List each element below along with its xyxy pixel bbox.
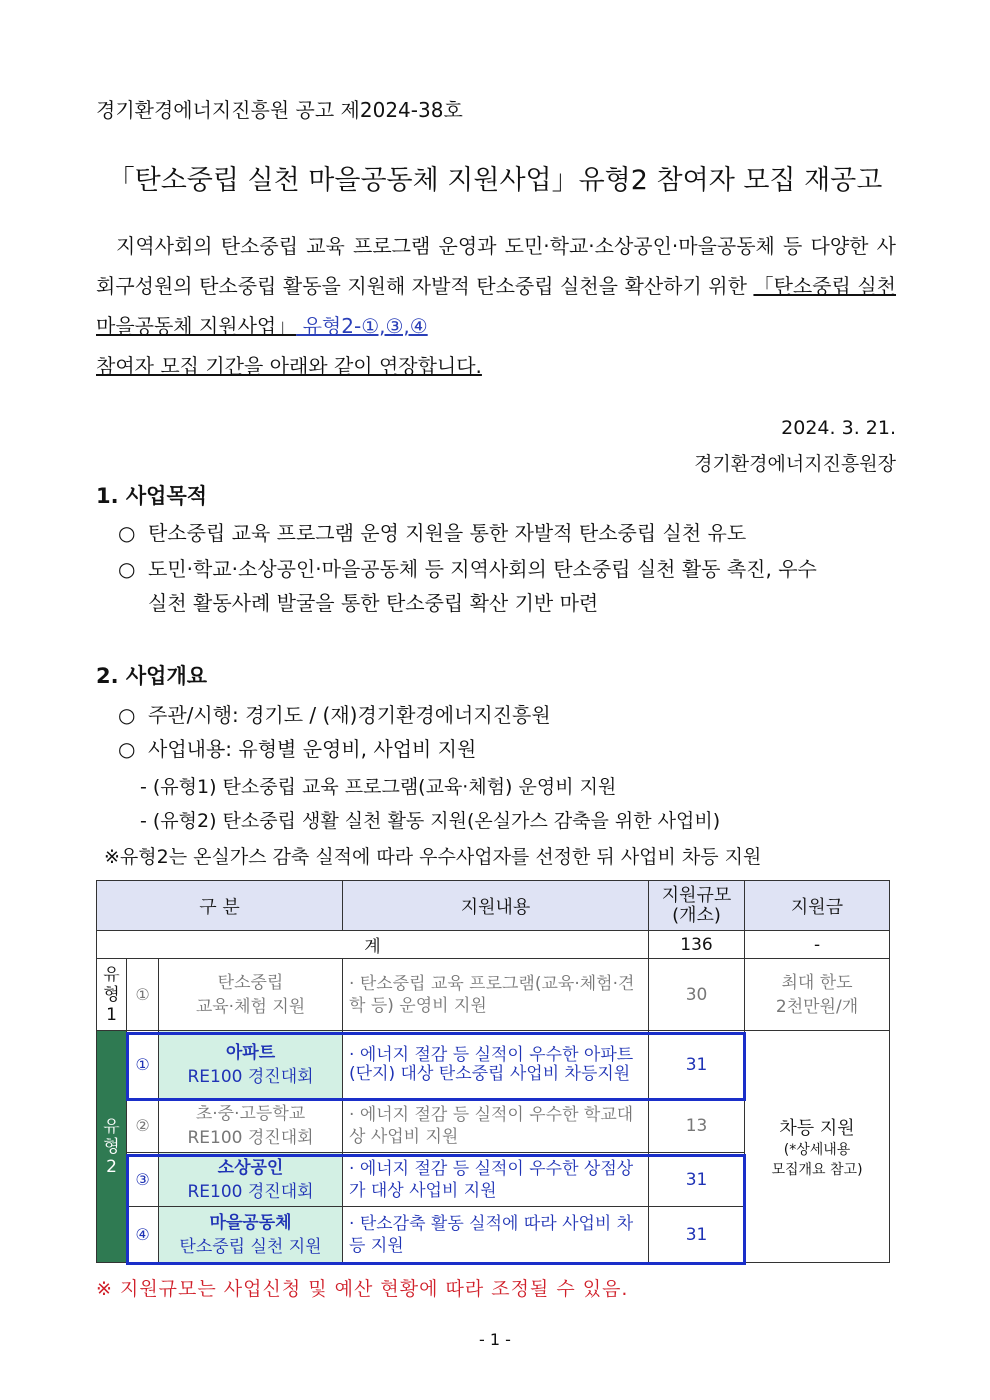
bullet-circle-icon: ○ xyxy=(118,703,136,727)
bullet-text: 도민·학교·소상공인·마을공동체 등 지역사회의 탄소중립 실천 활동 촉진, 우수 xyxy=(148,557,817,581)
highlight-box-row1 xyxy=(126,1032,746,1101)
intro-paragraph xyxy=(96,226,896,386)
type2-row4-content: · 탄소감축 활동 실적에 따라 사업비 차등 지원 xyxy=(343,1207,649,1263)
type2-row4-scale: 31 xyxy=(649,1207,745,1263)
bullet-text: 탄소중립 교육 프로그램 운영 지원을 통한 자발적 탄소중립 실천 유도 xyxy=(148,521,747,545)
type2-label: 유 형 2 xyxy=(97,1031,127,1263)
intro-text-1: 지역사회의 탄소중립 교육 프로그램 운영과 도민·학교·소상공인·마을공동체 등 다양한 사회구성원의 탄소중립 활동을 지원해 자발적 탄소중립 실천을 확산하기 위한 xyxy=(96,234,896,298)
type1-num: ① xyxy=(127,959,159,1031)
table-header-row xyxy=(97,881,890,931)
section2-heading: 2. 사업개요 xyxy=(96,664,208,688)
amount-main: 차등 지원 xyxy=(779,1117,855,1139)
intro-text-2: 참여자 모집 기간을 아래와 같이 연장합니다. xyxy=(96,354,482,378)
type2-row3-content: · 에너지 절감 등 실적이 우수한 상점상가 대상 사업비 지원 xyxy=(343,1153,649,1207)
name-line-1: 초·중·고등학교 xyxy=(195,1103,306,1124)
total-amount: - xyxy=(745,931,890,959)
type1-scale: 30 xyxy=(649,959,745,1031)
section1-bullet-1 xyxy=(118,516,898,550)
highlight-box-row3-4 xyxy=(126,1154,746,1265)
type2-row2-name xyxy=(159,1099,343,1153)
type2-row3-scale: 31 xyxy=(649,1153,745,1207)
total-scale: 136 xyxy=(649,931,745,959)
name-line-1: 마을공동체 xyxy=(209,1212,292,1233)
type2-row1-content: · 에너지 절감 등 실적이 우수한 아파트(단지) 대상 탄소중립 사업비 차등지원 xyxy=(343,1031,649,1099)
section1-heading: 1. 사업목적 xyxy=(96,484,208,508)
section2-sub-1: - (유형1) 탄소중립 교육 프로그램(교육·체험) 운영비 지원 xyxy=(140,776,617,798)
bullet-circle-icon: ○ xyxy=(118,521,136,545)
name-line-2: RE100 경진대회 xyxy=(187,1181,314,1202)
intro-program-type: 유형2-①,③,④ xyxy=(296,314,428,338)
type2-row2-num: ② xyxy=(127,1099,159,1153)
header-scale: 지원규모 (개소) xyxy=(649,881,745,931)
type1-content: · 탄소중립 교육 프로그램(교육·체험·견학 등) 운영비 지원 xyxy=(343,959,649,1031)
type2-row2-content: · 에너지 절감 등 실적이 우수한 학교대상 사업비 지원 xyxy=(343,1099,649,1153)
section2-note: ※유형2는 온실가스 감축 실적에 따라 우수사업자를 선정한 뒤 사업비 차등 지원 xyxy=(104,846,762,868)
amount-sub: (*상세내용 모집개요 참고) xyxy=(771,1141,863,1178)
section2-bullet-2 xyxy=(118,732,898,766)
notice-date: 2024. 3. 21. xyxy=(781,417,896,439)
bullet-circle-icon: ○ xyxy=(118,557,136,581)
table-row xyxy=(97,959,890,1031)
header-amount: 지원금 xyxy=(745,881,890,931)
type2-row3-num: ③ xyxy=(127,1153,159,1207)
bullet-text: 사업내용: 유형별 운영비, 사업비 지원 xyxy=(148,737,477,761)
total-row xyxy=(97,931,890,959)
date-block xyxy=(694,410,896,482)
type2-row2-scale: 13 xyxy=(649,1099,745,1153)
name-line-1: 소상공인 xyxy=(217,1157,284,1178)
name-line-1: 아파트 xyxy=(225,1042,276,1063)
page-title: 「탄소중립 실천 마을공동체 지원사업」유형2 참여자 모집 재공고 xyxy=(107,165,883,196)
type1-name: 탄소중립 교육·체험 지원 xyxy=(159,959,343,1031)
type1-amount: 최대 한도 2천만원/개 xyxy=(745,959,890,1031)
page-number: - 1 - xyxy=(479,1330,511,1349)
type2-amount xyxy=(745,1031,890,1263)
name-line-2: RE100 경진대회 xyxy=(187,1127,314,1148)
type2-row1-num: ① xyxy=(127,1031,159,1099)
type2-row4-num: ④ xyxy=(127,1207,159,1263)
footnote: ※ 지원규모는 사업신청 및 예산 현황에 따라 조정될 수 있음. xyxy=(96,1278,629,1300)
name-line-2: RE100 경진대회 xyxy=(187,1066,314,1087)
header-content: 지원내용 xyxy=(343,881,649,931)
name-line-2: 탄소중립 실천 지원 xyxy=(179,1236,322,1257)
section2-bullet-1 xyxy=(118,698,898,732)
section1-bullet-2 xyxy=(118,552,898,620)
notice-number: 경기환경에너지진흥원 공고 제2024-38호 xyxy=(96,98,463,122)
intro-program-name: 「탄소중립 실천 마을공동체 지원사업」 xyxy=(96,274,897,338)
header-category: 구 분 xyxy=(97,881,343,931)
total-label: 계 xyxy=(97,931,649,959)
type2-row1-scale: 31 xyxy=(649,1031,745,1099)
bullet-circle-icon: ○ xyxy=(118,737,136,761)
issuer: 경기환경에너지진흥원장 xyxy=(694,453,896,475)
type1-label: 유 형 1 xyxy=(97,959,127,1031)
section2-sub-2: - (유형2) 탄소중립 생활 실천 활동 지원(온실가스 감축을 위한 사업비) xyxy=(140,810,721,832)
bullet-text-cont: 실천 활동사례 발굴을 통한 탄소중립 확산 기반 마련 xyxy=(148,591,599,615)
bullet-text: 주관/시행: 경기도 / (재)경기환경에너지진흥원 xyxy=(148,703,551,727)
